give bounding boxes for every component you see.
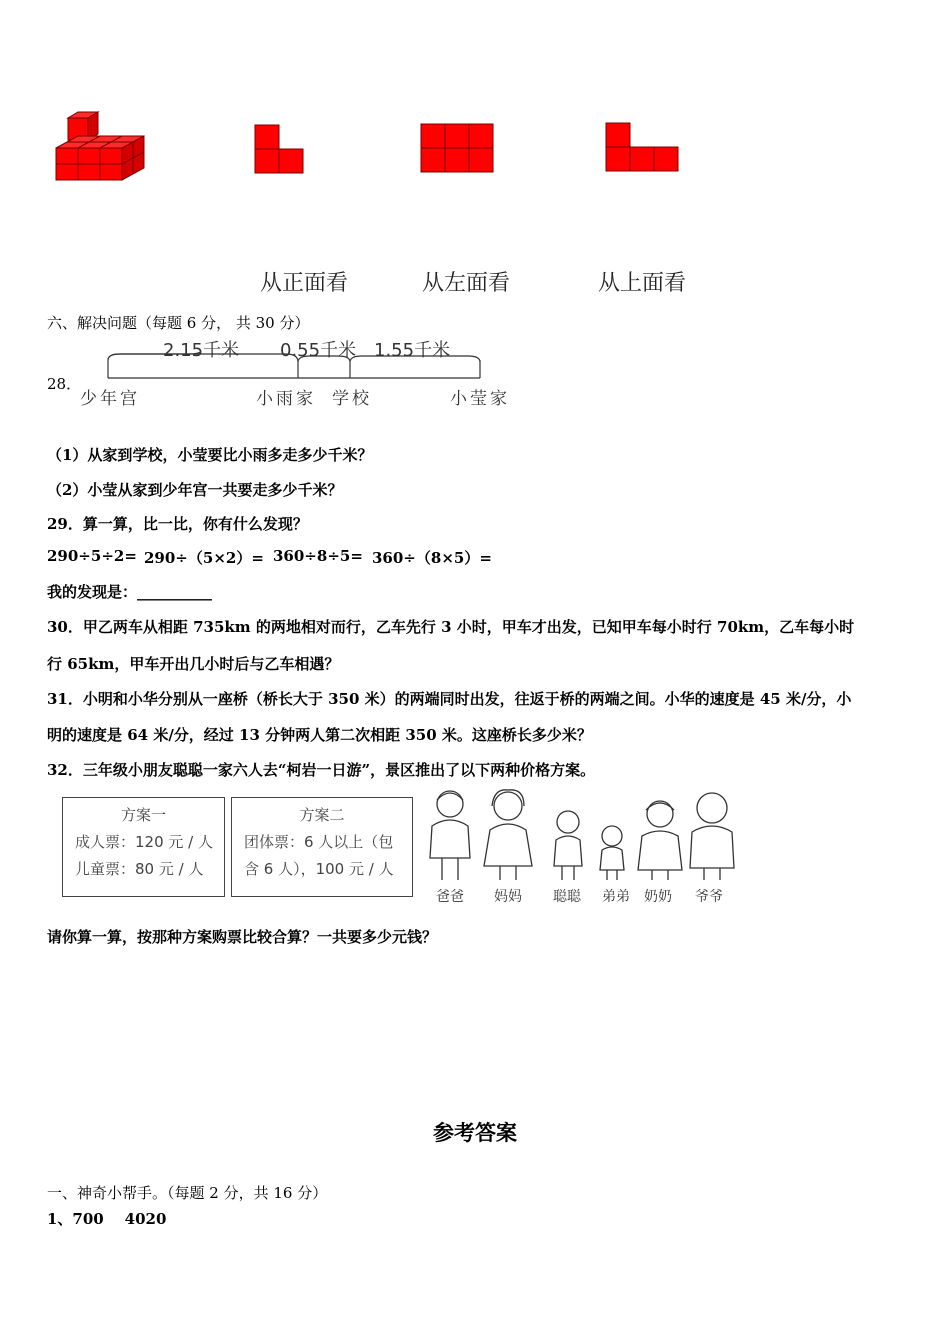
q28-place-xiaoyu-home: 小雨家 — [256, 389, 316, 409]
plan-one-title: 方案一 — [120, 806, 166, 824]
family-label-brother: 弟弟 — [602, 889, 630, 905]
q29-expr-1: 290÷5÷2= — [47, 547, 137, 565]
plan-two-title: 方案二 — [299, 806, 345, 824]
q28-place-xiaoying-home: 小莹家 — [450, 389, 510, 409]
q32-question: 请你算一算，按那种方案购票比较合算？一共要多少元钱？ — [47, 928, 438, 946]
plan-two-box — [231, 797, 413, 897]
q28-dist-3: 1.55千米 — [374, 340, 451, 361]
q28-dist-2: 0.55千米 — [280, 340, 357, 361]
front-view-figure — [254, 124, 306, 176]
family-label-grandma: 奶奶 — [644, 889, 672, 905]
q31-line-2: 明的速度是 64 米/分，经过 13 分钟两人第二次相距 350 米。这座桥长多少米？ — [47, 726, 592, 744]
q29-expr-4: 360÷（8×5）= — [372, 549, 492, 567]
q28-place-school: 学校 — [332, 389, 372, 409]
q28-place-palace: 少年宫 — [80, 389, 140, 409]
family-label-mom: 妈妈 — [494, 889, 522, 905]
family-label-dad: 爸爸 — [436, 889, 464, 905]
answers-title: 参考答案 — [433, 1120, 517, 1145]
q28-sub1: （1）从家到学校，小莹要比小雨多走多少千米？ — [47, 446, 373, 464]
q29-expr-3: 360÷8÷5= — [273, 547, 363, 565]
q30-line-1: 30．甲乙两车从相距 735km 的两地相对而行，乙车先行 3 小时，甲车才出发，已知甲车每小时行 70km，乙车每小时 — [47, 618, 855, 636]
answer-1: 1、700 4020 — [47, 1210, 167, 1228]
answers-section-1: 一、神奇小帮手。（每题 2 分，共 16 分） — [47, 1184, 328, 1202]
plan-two-line-1: 团体票：6 人以上（包 — [244, 833, 394, 851]
q29-finding: 我的发现是：__________ — [47, 583, 213, 601]
q30-line-2: 行 65km，甲车开出几小时后与乙车相遇？ — [47, 655, 340, 673]
q29-text: 29．算一算，比一比，你有什么发现？ — [47, 515, 308, 533]
q28-sub2: （2）小莹从家到少年宫一共要走多少千米？ — [47, 481, 343, 499]
family-illustration — [420, 786, 740, 884]
top-view-label: 从上面看 — [598, 271, 687, 296]
plan-two-line-2: 含 6 人），100 元 / 人 — [244, 860, 394, 878]
left-view-label: 从左面看 — [422, 271, 511, 296]
family-label-congcong: 聪聪 — [553, 889, 581, 905]
q31-line-1: 31．小明和小华分别从一座桥（桥长大于 350 米）的两端同时出发，往返于桥的两端之间。小华的速度是 45 米/分，小 — [47, 690, 852, 708]
q28-number: 28． — [47, 375, 82, 393]
q29-expr-2: 290÷（5×2）= — [144, 549, 264, 567]
plan-one-line-2: 儿童票：80 元 / 人 — [75, 860, 204, 878]
section-6-heading: 六、解决问题（每题 6 分， 共 30 分） — [47, 314, 310, 332]
q32-text: 32．三年级小朋友聪聪一家六人去“柯岩一日游”，景区推出了以下两种价格方案。 — [47, 761, 596, 779]
front-view-label: 从正面看 — [260, 271, 349, 296]
plan-one-line-1: 成人票：120 元 / 人 — [75, 833, 213, 851]
top-view-figure — [605, 122, 681, 174]
left-view-figure — [420, 123, 496, 175]
q28-dist-1: 2.15千米 — [163, 340, 240, 361]
family-label-grandpa: 爷爷 — [695, 889, 723, 905]
cube-solid-figure — [52, 108, 152, 186]
plan-one-box — [62, 797, 225, 897]
